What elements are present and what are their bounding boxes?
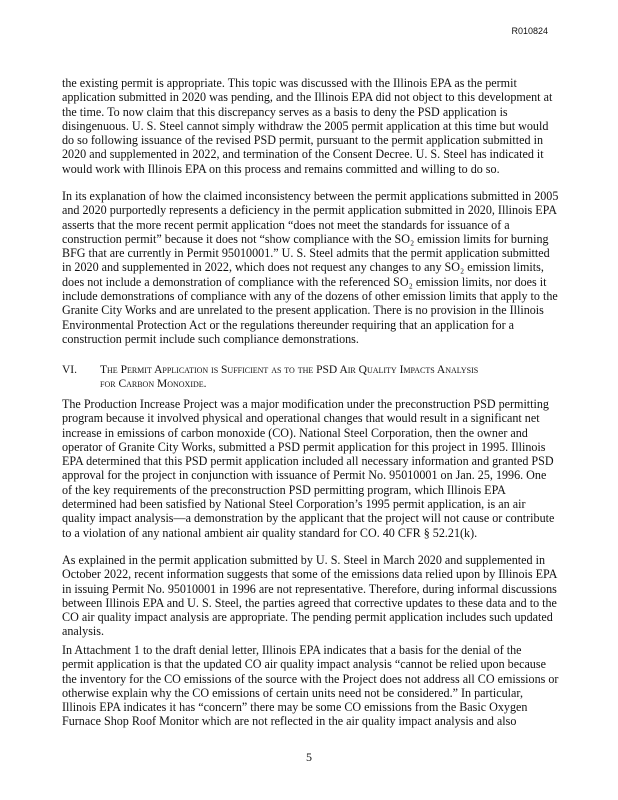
- text-line: The Production Increase Project was a major modification under the preconstruction PSD permitting: [62, 397, 549, 411]
- text-line: would work with Illinois EPA on this process and remains committed and willing to do so.: [62, 161, 500, 176]
- text-line: CO air quality impact analysis are appropriate. The pending permit application includes such updated: [62, 610, 553, 625]
- text-line: October 2022, recent information suggests that some of the emissions data relied upon by Illinois EPA: [62, 567, 558, 582]
- text-line: the existing permit is appropriate. This topic was discussed with the Illinois EPA as the permit: [62, 76, 517, 90]
- text-line: increase in emissions of carbon monoxide (CO). National Steel Corporation, then the owner and: [62, 425, 528, 440]
- text-line: As explained in the permit application submitted by U. S. Steel in March 2020 and supplemented in: [62, 553, 545, 567]
- section-number: VI.: [62, 364, 78, 376]
- text-line: In Attachment 1 to the draft denial letter, Illinois EPA indicates that a basis for the denial of the: [62, 643, 522, 657]
- text-line: Furnace Shop Roof Monitor which are not reflected in the air quality impact analysis and also: [62, 714, 517, 729]
- text-line: otherwise explain why the CO emissions of certain units need not be considered.” In particular,: [62, 685, 523, 700]
- paragraph-1: [62, 76, 562, 176]
- text-line: Granite City Works and are unrelated to the present application. There is no provision in the Illinois: [62, 303, 544, 318]
- text-line: include demonstrations of compliance with any of the dozens of other emission limits that apply to the: [62, 289, 558, 304]
- text-line: asserts that the more recent permit application “does not meet the standards for issuance of a: [62, 217, 510, 232]
- paragraph-5: [62, 643, 562, 729]
- text-line: to a violation of any national ambient air quality standard for CO. 40 CFR § 52.21(k).: [62, 525, 478, 540]
- text-line: and 2020 purportedly represents a deficiency in the permit application submitted in 2020, Illinois EPA: [62, 203, 557, 218]
- text-line: determined had been satisfied by National Steel Corporation’s 1995 permit application, is an air: [62, 497, 526, 512]
- text-line: in issuing Permit No. 95010001 in 1996 are not representative. Therefore, during informal discussions: [62, 581, 557, 596]
- text-line: the inventory for the CO emissions of the source with the Project does not address all CO emissions or: [62, 671, 559, 686]
- paragraph-3: [62, 397, 562, 540]
- text-line: Environmental Protection Act or the regulations thereunder requiring that an application for a: [62, 317, 515, 332]
- section-title-line: for Carbon Monoxide.: [100, 378, 207, 391]
- paragraph-2: [62, 189, 562, 346]
- text-line: disingenuous. U. S. Steel cannot simply withdraw the 2005 permit application at this time but would: [62, 118, 549, 133]
- text-line: operator of Granite City Works, submitted a PSD permit application for this project in 1995. Illinois: [62, 439, 546, 454]
- text-line: do so following issuance of the revised PSD permit, pursuant to the permit application submitted in: [62, 133, 543, 148]
- text-line: program because it involved physical and operational changes that would result in a significant net: [62, 411, 540, 426]
- paragraph-4: [62, 553, 562, 639]
- text-line: construction permit include such compliance demonstrations.: [62, 331, 359, 346]
- text-line: quality impact analysis—a demonstration by the applicant that the project will not cause or contribute: [62, 511, 555, 526]
- text-line: Illinois EPA indicates it has “concern” there may be some CO emissions from the Basic Oxygen: [62, 700, 528, 715]
- text-line: the time. To now claim that this discrepancy serves as a basis to deny the PSD application is: [62, 104, 508, 119]
- text-line: In its explanation of how the claimed inconsistency between the permit applications submitted in 2005: [62, 189, 559, 203]
- page-number: 5: [306, 750, 312, 764]
- document-id: R010824: [511, 26, 548, 36]
- text-line: construction permit” because it does not “show compliance with the SO₂ emission limits for burning: [62, 231, 549, 246]
- text-line: permit application is that the updated CO air quality impact analysis “cannot be relied upon because: [62, 657, 546, 672]
- text-line: 2020 and supplemented in 2022, and termination of the Consent Decree. U. S. Steel has indicated it: [62, 147, 544, 162]
- text-line: EPA determined that this PSD permit application included all necessary information and granted PSD: [62, 454, 554, 469]
- text-line: approval for the project in conjunction with issuance of Permit No. 95010001 on Jan. 25, 1996. One: [62, 468, 547, 483]
- text-line: of the key requirements of the preconstruction PSD permitting program, which Illinois EPA: [62, 482, 506, 497]
- text-line: does not include a demonstration of compliance with the referenced SO₂ emission limits, nor does it: [62, 274, 547, 289]
- text-line: application submitted in 2020 was pending, and the Illinois EPA did not object to this development at: [62, 90, 553, 105]
- text-line: in 2020 and supplemented in 2022, which does not request any changes to any SO₂ emission limits,: [62, 260, 544, 275]
- text-line: between Illinois EPA and U. S. Steel, the parties agreed that corrective updates to these data and to the: [62, 595, 557, 610]
- section-title-line: The Permit Application is Sufficient as to the PSD Air Quality Impacts Analysis: [100, 364, 479, 376]
- text-line: BFG that are currently in Permit 95010001.” U. S. Steel admits that the permit application submitted: [62, 246, 550, 261]
- text-line: analysis.: [62, 624, 104, 639]
